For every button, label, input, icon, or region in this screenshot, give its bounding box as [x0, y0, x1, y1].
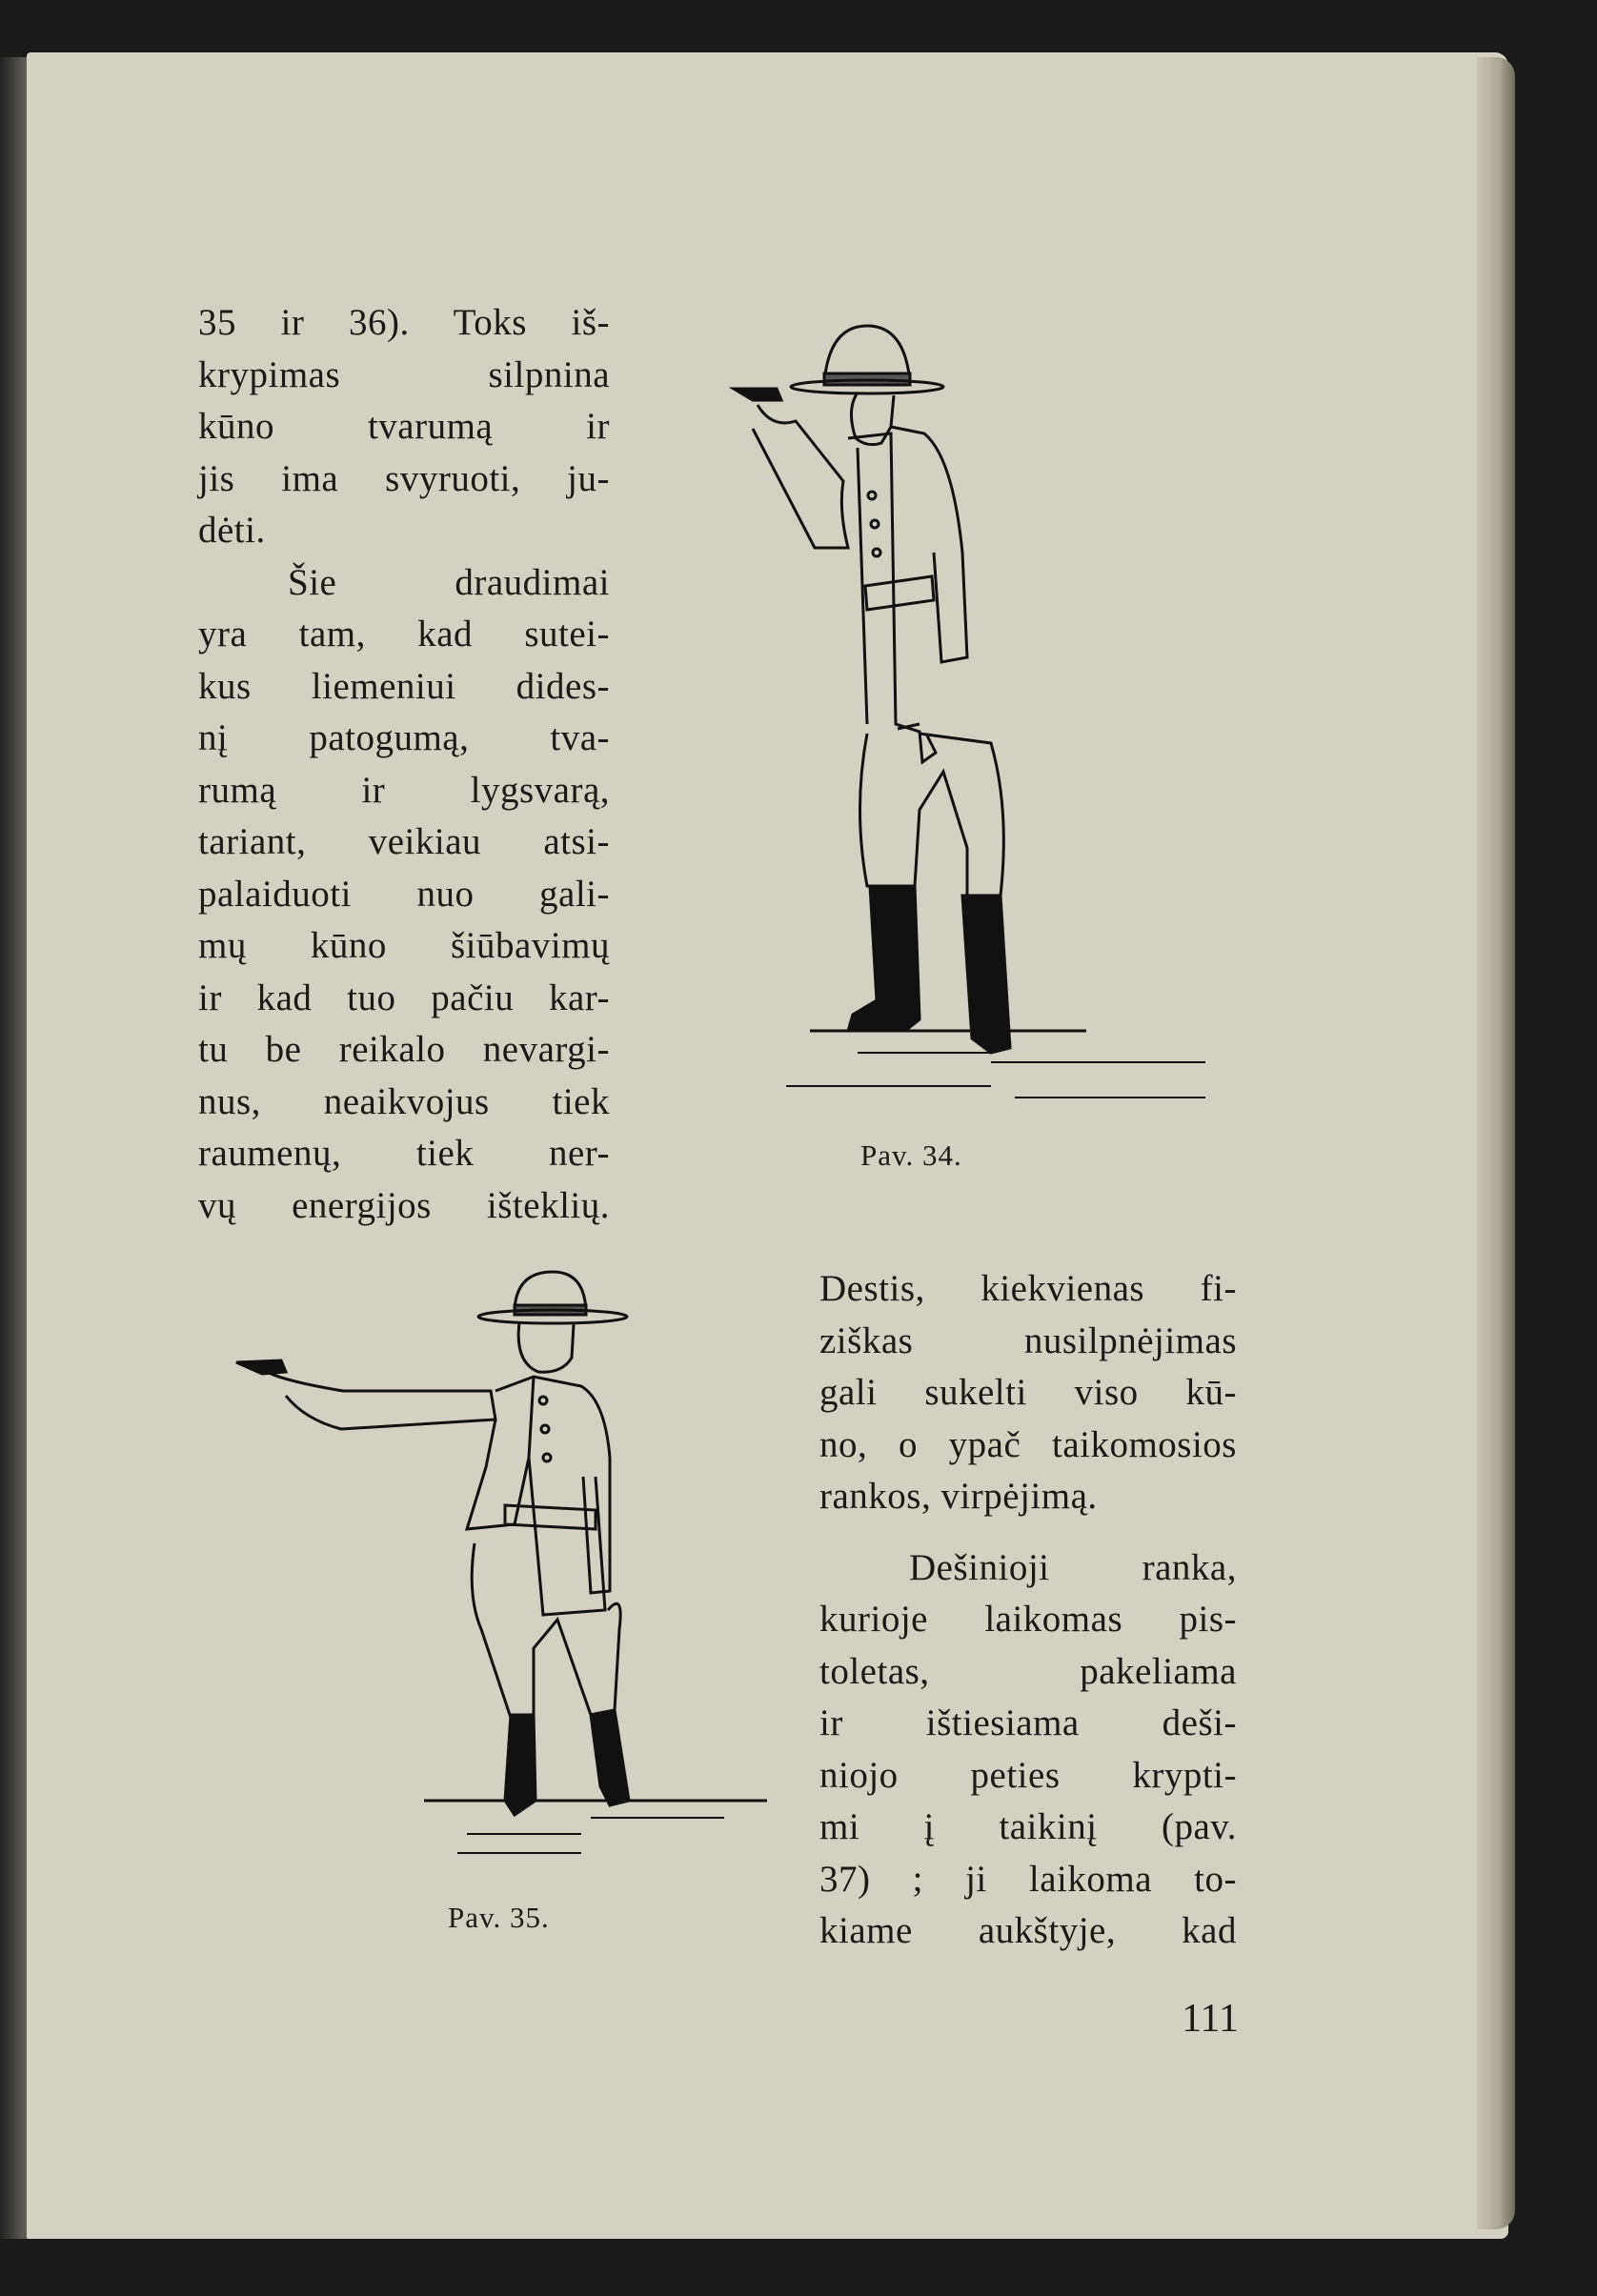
text-line: nį patogumą, tva-	[198, 717, 610, 758]
text-line: kūno tvarumą ir	[198, 406, 610, 447]
text-line: nus, neaikvojus tiek	[198, 1080, 610, 1122]
text-line: Dešinioji ranka,	[909, 1546, 1237, 1588]
text-line: ir kad tuo pačiu kar-	[198, 977, 610, 1018]
text-line: yra tam, kad sutei-	[198, 614, 610, 655]
right-text-column	[819, 1263, 1237, 1958]
figure-34-illustration	[677, 314, 1210, 1115]
left-text-column	[198, 297, 610, 1232]
text-line: palaiduoti nuo gali-	[198, 873, 610, 915]
text-line: ziškas nusilpnėjimas	[819, 1319, 1237, 1361]
text-line: gali sukelti viso kū-	[819, 1372, 1237, 1413]
page-edge	[1477, 57, 1515, 2229]
text-line: 37) ; ji laikoma to-	[819, 1858, 1237, 1900]
text-line: rumą ir lygsvarą,	[198, 769, 610, 811]
text-line: niojo peties krypti-	[819, 1754, 1237, 1796]
text-line: ir ištiesiama deši-	[819, 1702, 1237, 1743]
text-line: tariant, veikiau atsi-	[198, 821, 610, 862]
text-line: 35 ir 36). Toks iš-	[198, 302, 610, 343]
text-line: tu be reikalo nevargi-	[198, 1029, 610, 1070]
figure-35-caption: Pav. 35.	[448, 1901, 550, 1934]
text-line: rankos, virpėjimą.	[819, 1476, 1098, 1517]
text-line: kiame aukštyje, kad	[819, 1910, 1237, 1951]
text-line: kurioje laikomas pis-	[819, 1599, 1237, 1640]
text-line: toletas, pakeliama	[819, 1650, 1237, 1692]
text-line: vų energijos išteklių.	[198, 1184, 610, 1226]
text-line: kus liemeniui dides-	[198, 665, 610, 707]
figure-34-caption: Pav. 34.	[860, 1138, 962, 1172]
text-line: raumenų, tiek ner-	[198, 1133, 610, 1174]
text-line: mų kūno šiūbavimų	[198, 925, 610, 966]
text-line: mi į taikinį (pav.	[819, 1806, 1237, 1847]
page-number: 111	[1182, 1997, 1239, 2041]
text-line: Šie draudimai	[288, 561, 610, 603]
text-line: no, o ypač taikomosios	[819, 1423, 1237, 1465]
figure-35-illustration	[229, 1267, 772, 1896]
text-line: dėti.	[198, 510, 266, 551]
text-line: Destis, kiekvienas fi-	[819, 1268, 1237, 1309]
text-line: krypimas silpnina	[198, 353, 610, 395]
text-line: jis ima svyruoti, ju-	[198, 457, 610, 499]
